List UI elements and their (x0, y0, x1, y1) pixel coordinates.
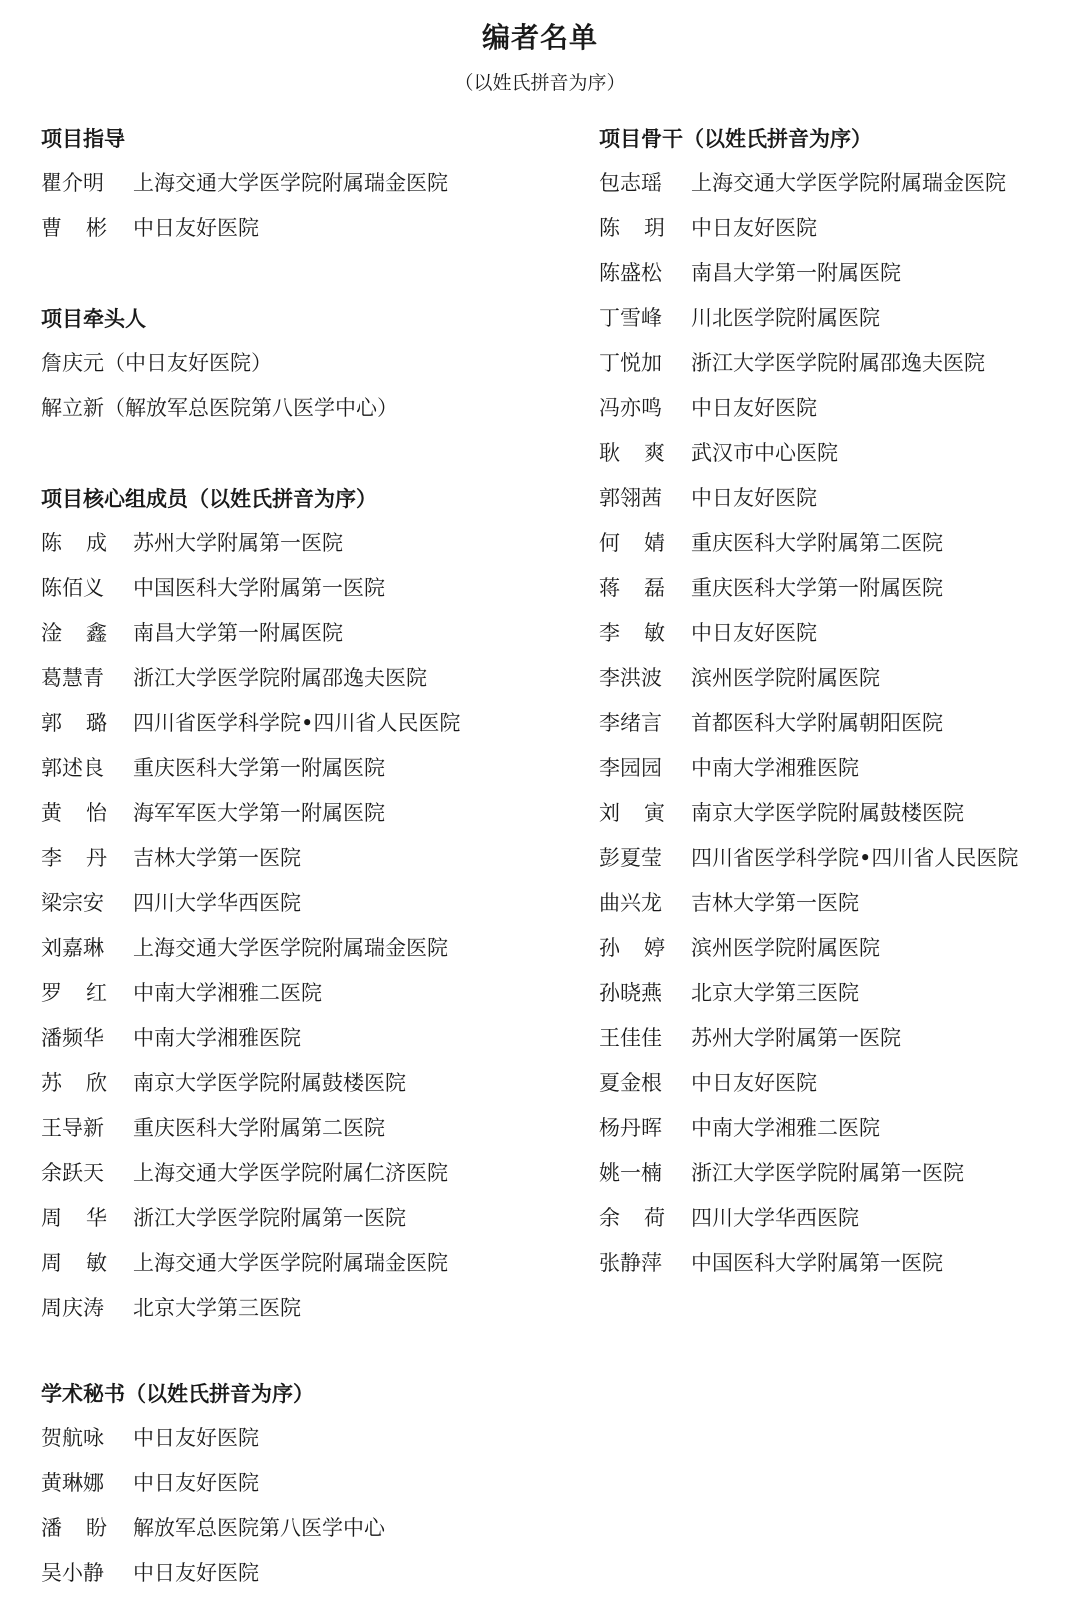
member-row (599, 341, 1069, 386)
member-affiliation: 中日友好医院 (691, 621, 817, 645)
member-affiliation: 浙江大学医学院附属第一医院 (691, 1161, 964, 1185)
member-row (599, 386, 1069, 431)
member-row (41, 881, 561, 926)
member-affiliation: 浙江大学医学院附属邵逸夫医院 (133, 666, 427, 690)
member-row (599, 431, 1069, 476)
member-row (41, 566, 561, 611)
member-name: 郭述良 (41, 756, 104, 780)
member-affiliation: 浙江大学医学院附属第一医院 (133, 1206, 406, 1230)
member-row (41, 1151, 561, 1196)
member-name: 夏金根 (599, 1071, 662, 1095)
member-entry: 解立新（解放军总医院第八医学中心） (41, 396, 398, 420)
member-affiliation: 中日友好医院 (133, 1426, 259, 1450)
member-name: 孙婷 (599, 936, 689, 960)
member-name: 姚一楠 (599, 1161, 662, 1185)
member-name: 李敏 (599, 621, 689, 645)
section-leaders (41, 296, 561, 431)
member-name: 郭璐 (41, 711, 131, 735)
member-row (41, 836, 561, 881)
member-affiliation: 滨州医学院附属医院 (691, 936, 880, 960)
member-name: 葛慧青 (41, 666, 104, 690)
member-name: 冯亦鸣 (599, 396, 662, 420)
member-row (41, 1461, 561, 1506)
member-name: 孙晓燕 (599, 981, 662, 1005)
member-affiliation: 南京大学医学院附属鼓楼医院 (691, 801, 964, 825)
member-affiliation: 上海交通大学医学院附属仁济医院 (133, 1161, 448, 1185)
leaders-list (41, 341, 561, 431)
member-affiliation: 北京大学第三医院 (133, 1296, 301, 1320)
page-subtitle: （以姓氏拼音为序） (454, 72, 626, 94)
member-row (599, 251, 1069, 296)
member-affiliation: 中南大学湘雅医院 (133, 1026, 301, 1050)
member-name: 余跃天 (41, 1161, 104, 1185)
member-name: 苏欣 (41, 1071, 131, 1095)
secretary-list (41, 1416, 561, 1596)
member-row (41, 1286, 561, 1331)
member-row (599, 1241, 1069, 1286)
member-row (41, 656, 561, 701)
member-row (599, 836, 1069, 881)
member-name: 张静萍 (599, 1251, 662, 1275)
member-affiliation: 上海交通大学医学院附属瑞金医院 (133, 936, 448, 960)
member-name: 何婧 (599, 531, 689, 555)
member-row (599, 1061, 1069, 1106)
member-affiliation: 中日友好医院 (691, 1071, 817, 1095)
member-row (41, 1106, 561, 1151)
member-name: 杨丹晖 (599, 1116, 662, 1140)
member-affiliation: 川北医学院附属医院 (691, 306, 880, 330)
member-name: 潘盼 (41, 1516, 131, 1540)
member-row (41, 1416, 561, 1461)
section-heading-secretary: 学术秘书（以姓氏拼音为序） (41, 1381, 314, 1406)
member-affiliation: 吉林大学第一医院 (691, 891, 859, 915)
member-row (599, 566, 1069, 611)
section-secretary (41, 1371, 561, 1596)
member-name: 吴小静 (41, 1561, 104, 1585)
member-affiliation: 中国医科大学附属第一医院 (133, 576, 385, 600)
member-row (41, 701, 561, 746)
member-row (599, 791, 1069, 836)
member-row (599, 476, 1069, 521)
member-name: 陈佰义 (41, 576, 104, 600)
member-row (41, 521, 561, 566)
member-name: 李绪言 (599, 711, 662, 735)
member-affiliation: 中日友好医院 (691, 396, 817, 420)
member-name: 贺航咏 (41, 1426, 104, 1450)
member-row (599, 656, 1069, 701)
member-name: 王导新 (41, 1116, 104, 1140)
member-row (41, 926, 561, 971)
member-affiliation: 中日友好医院 (691, 486, 817, 510)
member-entry: 詹庆元（中日友好医院） (41, 351, 272, 375)
member-name: 周华 (41, 1206, 131, 1230)
member-affiliation: 苏州大学附属第一医院 (133, 531, 343, 555)
member-row (41, 746, 561, 791)
member-name: 黄怡 (41, 801, 131, 825)
section-heading-leaders: 项目牵头人 (41, 306, 146, 331)
member-row (599, 971, 1069, 1016)
member-name: 罗红 (41, 981, 131, 1005)
member-name: 周庆涛 (41, 1296, 104, 1320)
member-name: 李园园 (599, 756, 662, 780)
member-name: 耿爽 (599, 441, 689, 465)
member-row (599, 206, 1069, 251)
member-affiliation: 浙江大学医学院附属邵逸夫医院 (691, 351, 985, 375)
member-name: 曲兴龙 (599, 891, 662, 915)
member-affiliation: 武汉市中心医院 (691, 441, 838, 465)
member-affiliation: 苏州大学附属第一医院 (691, 1026, 901, 1050)
member-row (599, 926, 1069, 971)
member-name: 刘嘉琳 (41, 936, 104, 960)
member-row (599, 1016, 1069, 1061)
member-row (599, 161, 1069, 206)
guidance-list (41, 161, 561, 251)
member-row (599, 1196, 1069, 1241)
member-name: 彭夏莹 (599, 846, 662, 870)
section-heading-backbone: 项目骨干（以姓氏拼音为序） (599, 126, 872, 151)
member-name: 陈盛松 (599, 261, 662, 285)
member-row (41, 1016, 561, 1061)
member-row (41, 971, 561, 1016)
member-row (41, 1241, 561, 1286)
right-column (599, 116, 1069, 1286)
member-affiliation: 中国医科大学附属第一医院 (691, 1251, 943, 1275)
member-affiliation: 中日友好医院 (133, 1471, 259, 1495)
member-name: 刘寅 (599, 801, 689, 825)
member-row (41, 206, 561, 251)
section-backbone (599, 116, 1069, 1286)
member-row (41, 1061, 561, 1106)
member-affiliation: 海军军医大学第一附属医院 (133, 801, 385, 825)
member-affiliation: 四川省医学科学院•四川省人民医院 (133, 711, 461, 735)
member-affiliation: 上海交通大学医学院附属瑞金医院 (133, 1251, 448, 1275)
member-affiliation: 中日友好医院 (691, 216, 817, 240)
member-name: 李洪波 (599, 666, 662, 690)
member-name: 淦鑫 (41, 621, 131, 645)
member-name: 包志瑶 (599, 171, 662, 195)
section-heading-guidance: 项目指导 (41, 126, 125, 151)
left-column (41, 116, 561, 1331)
member-affiliation: 南昌大学第一附属医院 (133, 621, 343, 645)
member-row (41, 1551, 561, 1596)
member-name: 李丹 (41, 846, 131, 870)
member-affiliation: 南昌大学第一附属医院 (691, 261, 901, 285)
member-affiliation: 首都医科大学附属朝阳医院 (691, 711, 943, 735)
member-name: 郭翎茜 (599, 486, 662, 510)
member-affiliation: 北京大学第三医院 (691, 981, 859, 1005)
member-row (599, 296, 1069, 341)
section-heading-core: 项目核心组成员（以姓氏拼音为序） (41, 486, 377, 511)
member-name: 丁悦加 (599, 351, 662, 375)
member-affiliation: 中日友好医院 (133, 216, 259, 240)
member-affiliation: 中南大学湘雅二医院 (133, 981, 322, 1005)
member-row (599, 746, 1069, 791)
member-affiliation: 重庆医科大学第一附属医院 (691, 576, 943, 600)
member-name: 梁宗安 (41, 891, 104, 915)
member-affiliation: 中南大学湘雅医院 (691, 756, 859, 780)
member-name: 王佳佳 (599, 1026, 662, 1050)
member-row (599, 881, 1069, 926)
core-list (41, 521, 561, 1331)
member-name: 潘频华 (41, 1026, 104, 1050)
member-affiliation: 四川大学华西医院 (133, 891, 301, 915)
member-name: 蒋磊 (599, 576, 689, 600)
member-row (41, 611, 561, 656)
member-row (41, 791, 561, 836)
member-affiliation: 四川大学华西医院 (691, 1206, 859, 1230)
member-name: 余荷 (599, 1206, 689, 1230)
member-affiliation: 上海交通大学医学院附属瑞金医院 (133, 171, 448, 195)
member-name: 陈成 (41, 531, 131, 555)
member-name: 丁雪峰 (599, 306, 662, 330)
member-affiliation: 重庆医科大学附属第二医院 (691, 531, 943, 555)
member-affiliation: 上海交通大学医学院附属瑞金医院 (691, 171, 1006, 195)
member-affiliation: 滨州医学院附属医院 (691, 666, 880, 690)
page-title: 编者名单 (481, 21, 598, 54)
section-guidance (41, 116, 561, 251)
member-name: 瞿介明 (41, 171, 104, 195)
member-row (599, 1106, 1069, 1151)
member-row (599, 521, 1069, 566)
member-affiliation: 四川省医学科学院•四川省人民医院 (691, 846, 1019, 870)
member-row (41, 161, 561, 206)
member-row (41, 1506, 561, 1551)
member-row (599, 611, 1069, 656)
member-name: 周敏 (41, 1251, 131, 1275)
member-name: 陈玥 (599, 216, 689, 240)
backbone-list (599, 161, 1069, 1286)
member-name: 黄琳娜 (41, 1471, 104, 1495)
member-affiliation: 南京大学医学院附属鼓楼医院 (133, 1071, 406, 1095)
member-affiliation: 重庆医科大学第一附属医院 (133, 756, 385, 780)
member-affiliation: 解放军总医院第八医学中心 (133, 1516, 385, 1540)
member-name: 曹彬 (41, 216, 131, 240)
member-affiliation: 吉林大学第一医院 (133, 846, 301, 870)
member-row (599, 701, 1069, 746)
section-core (41, 476, 561, 1331)
member-affiliation: 中日友好医院 (133, 1561, 259, 1585)
member-affiliation: 中南大学湘雅二医院 (691, 1116, 880, 1140)
member-row (41, 1196, 561, 1241)
member-row (599, 1151, 1069, 1196)
member-affiliation: 重庆医科大学附属第二医院 (133, 1116, 385, 1140)
